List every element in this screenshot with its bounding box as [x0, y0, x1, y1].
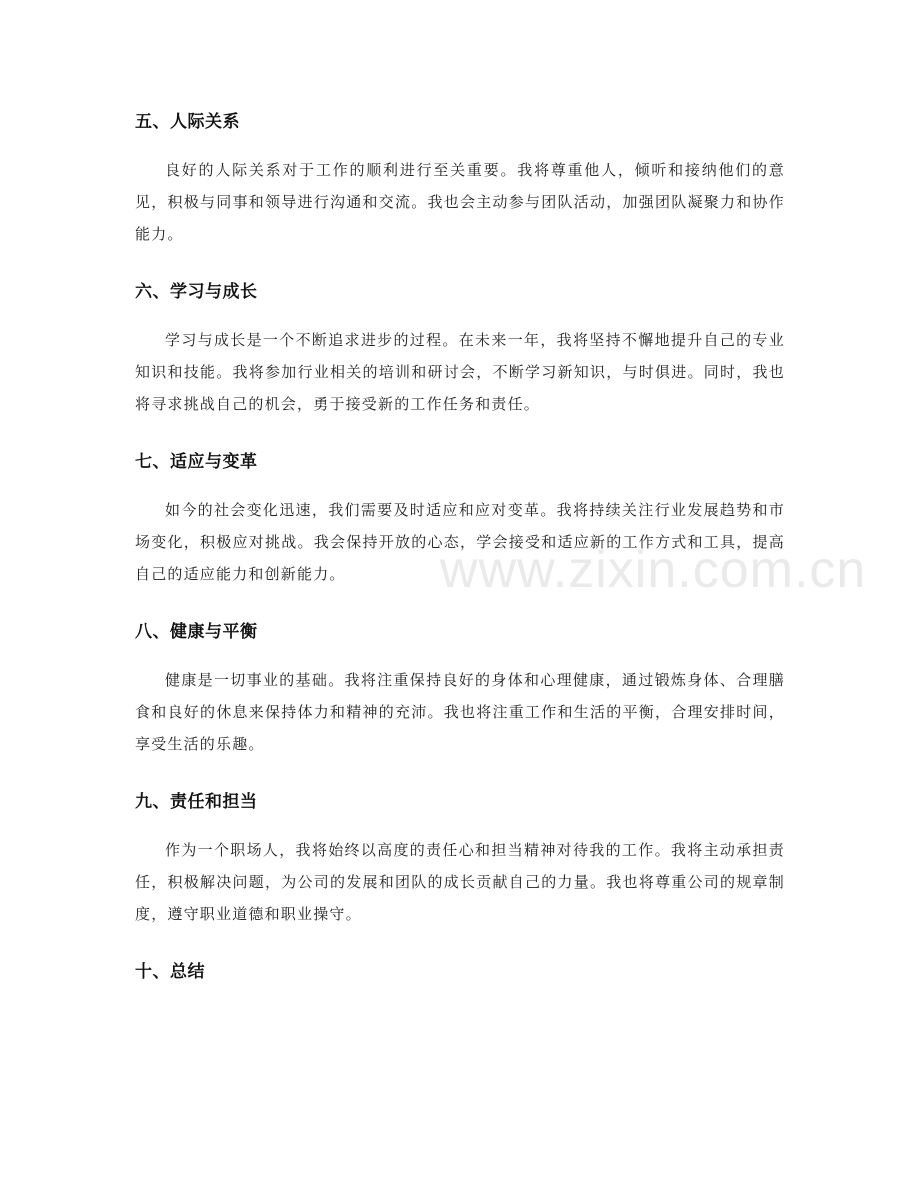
section-interpersonal [135, 108, 785, 250]
section-heading: 十、总结 [135, 962, 205, 982]
section-adaptation-change [135, 448, 785, 590]
section-paragraph: 如今的社会变化迅速，我们需要及时适应和应对变革。我将持续关注行业发展趋势和市场变化，积极应对挑战。我会保持开放的心态，学会接受和适应新的工作方式和工具，提高自己的适应能力和创新能力。 [135, 501, 785, 583]
document-content [135, 108, 785, 1004]
section-responsibility [135, 788, 785, 930]
section-heading: 六、学习与成长 [135, 282, 258, 302]
section-heading: 五、人际关系 [135, 112, 240, 132]
watermark: www.zixin.com.cn [440, 541, 867, 599]
section-heading: 九、责任和担当 [135, 792, 258, 812]
section-heading: 八、健康与平衡 [135, 622, 258, 642]
section-summary [135, 958, 785, 986]
section-paragraph: 学习与成长是一个不断追求进步的过程。在未来一年，我将坚持不懈地提升自己的专业知识和技能。我将参加行业相关的培训和研讨会，不断学习新知识，与时俱进。同时，我也将寻求挑战自己的机会，勇于接受新的工作任务和责任。 [135, 331, 785, 413]
section-paragraph: 良好的人际关系对于工作的顺利进行至关重要。我将尊重他人，倾听和接纳他们的意见，积极与同事和领导进行沟通和交流。我也会主动参与团队活动，加强团队凝聚力和协作能力。 [135, 161, 785, 243]
section-paragraph: 健康是一切事业的基础。我将注重保持良好的身体和心理健康，通过锻炼身体、合理膳食和良好的休息来保持体力和精神的充沛。我也将注重工作和生活的平衡，合理安排时间，享受生活的乐趣。 [135, 671, 785, 753]
section-heading: 七、适应与变革 [135, 452, 258, 472]
section-learning-growth [135, 278, 785, 420]
section-health-balance [135, 618, 785, 760]
section-paragraph: 作为一个职场人，我将始终以高度的责任心和担当精神对待我的工作。我将主动承担责任，积极解决问题，为公司的发展和团队的成长贡献自己的力量。我也将尊重公司的规章制度，遵守职业道德和职业操守。 [135, 841, 785, 923]
